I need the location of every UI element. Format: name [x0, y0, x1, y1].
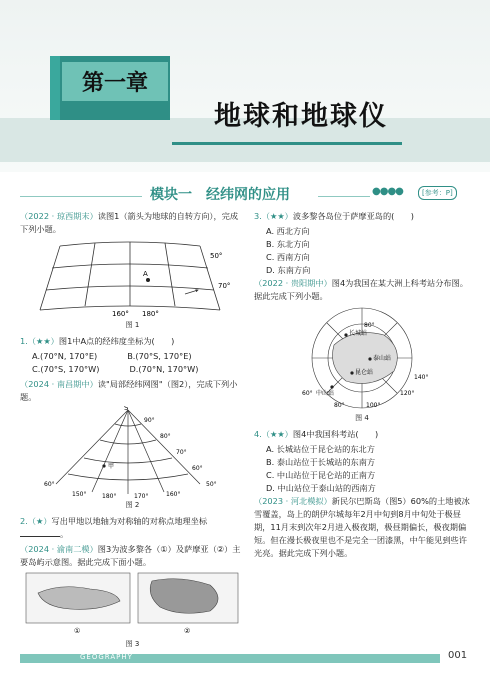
intro-3 [20, 543, 245, 569]
lon-label: 60° [302, 390, 313, 397]
question-tail: 。 [60, 529, 69, 539]
title-underline [172, 142, 402, 145]
question-number: 4.（★★） [254, 429, 293, 439]
source-tag: （2024 · 南昌期中） [20, 379, 98, 389]
map-2-label: ② [184, 627, 191, 635]
lon-label: 140° [414, 374, 429, 381]
intro-text: 新民尔巴斯岛（图5）60%的土地被冰雪覆盖，岛上的朗伊尔城每年2月中旬到8月中旬处于极昼期，11月末到次年2月进入极夜期，极昼期偏长，极夜期偏短。但在漫长极夜里也不是完全一团漆黑，中午能见到些许光亮。据此完成下列小题。 [254, 496, 470, 558]
question-3 [254, 210, 470, 223]
question-text: 波多黎各岛位于萨摩亚岛的( ) [292, 211, 414, 221]
footer-label: GEOGRAPHY [80, 653, 133, 661]
source-tag: （2022 · 贵阳期中） [254, 278, 332, 288]
answer-blank[interactable] [20, 536, 60, 537]
intro-4 [254, 277, 470, 303]
option-a[interactable]: A. 长城站位于昆仑站的东北方 [266, 444, 375, 454]
pole-s-label: S [124, 406, 129, 412]
lat-label: 50° [206, 481, 217, 488]
option-b[interactable]: B. 东北方向 [266, 239, 310, 249]
lon-180-label: 180° [142, 310, 159, 318]
intro-text: 读"局部经纬网图"（图2），完成下列小题。 [20, 379, 238, 402]
figure-3-maps [20, 571, 245, 637]
option-d[interactable]: D. 中山站位于泰山站的西南方 [266, 483, 376, 493]
lat-label: 80° [160, 433, 171, 440]
lon-label: 180° [102, 493, 117, 498]
source-tag: （2024 · 渝南二模） [20, 544, 98, 554]
lat-50-label: 50° [210, 252, 223, 260]
lat-label: 80° [364, 322, 375, 329]
question-4 [254, 428, 470, 441]
intro-text: 图3为波多黎各（①）及萨摩亚（②）主要岛屿示意图。据此完成下面小题。 [20, 544, 241, 567]
figure-4-polar-map [254, 305, 470, 411]
map-1-label: ① [74, 627, 81, 635]
station-1-label: 长城站 [349, 330, 368, 337]
figure-4-caption: 图 4 [355, 414, 369, 422]
module-title: 模块一 经纬网的应用 [150, 187, 290, 203]
question-1 [20, 335, 245, 348]
lon-label: 100° [366, 402, 381, 409]
option-c[interactable]: C.(70°S, 170°W) [32, 364, 100, 374]
intro-1 [20, 210, 245, 236]
station-3-label: 昆仑站 [355, 369, 374, 376]
option-b[interactable]: B. 泰山站位于长城站的东南方 [266, 457, 376, 467]
lon-label: 80° [334, 402, 345, 409]
chapter-label: 第一章 [62, 62, 168, 101]
module-dots-icon: ●●●● [372, 186, 403, 197]
point-jia-label: 甲 [108, 463, 115, 470]
module-rule-left [20, 196, 142, 197]
lon-label: 150° [72, 491, 87, 498]
intro-text: 图4为我国在某大洲上科考站分布图。据此完成下列小题。 [254, 278, 468, 301]
point-a-label: A [143, 270, 148, 278]
question-number: 1.（★★） [20, 336, 59, 346]
intro-5 [254, 495, 470, 560]
left-column [20, 210, 245, 654]
lat-label: 70° [176, 449, 187, 456]
lon-label: 170° [134, 493, 149, 498]
lat-label: 60° [192, 465, 203, 472]
intro-2 [20, 378, 245, 404]
lon-label: 60° [44, 481, 55, 488]
option-a[interactable]: A. 西北方向 [266, 226, 310, 236]
option-c[interactable]: C. 西南方向 [266, 252, 310, 262]
source-tag: （2023 · 河北模拟） [254, 496, 332, 506]
question-2 [20, 515, 245, 541]
lon-label: 160° [166, 491, 181, 498]
option-c[interactable]: C. 中山站位于昆仑站的正南方 [266, 470, 376, 480]
figure-2-graticule [20, 406, 245, 498]
station-4-label: 中山站 [316, 390, 335, 397]
lon-label: 120° [400, 390, 415, 397]
lat-70-label: 70° [218, 282, 231, 290]
figure-3-caption: 图 3 [125, 640, 140, 648]
question-number: 3.（★★） [254, 211, 293, 221]
page-number: 001 [448, 650, 468, 661]
module-badge[interactable]: [参考：P] [418, 186, 457, 200]
question-text: 图4中我国科考站( ) [292, 429, 379, 439]
station-2-label: 泰山站 [373, 355, 392, 362]
question-text: 图1中A点的经纬度坐标为( ) [58, 336, 175, 346]
lat-label: 90° [144, 417, 155, 424]
figure-1-graticule [20, 238, 245, 318]
figure-1-caption: 图 1 [125, 321, 140, 329]
lon-160-label: 160° [112, 310, 129, 318]
option-d[interactable]: D. 东南方向 [266, 265, 311, 275]
figure-2-caption: 图 2 [125, 501, 140, 509]
intro-text: 读图1（箭头为地球的自转方向），完成下列小题。 [20, 211, 239, 234]
question-text: 写出甲地以地轴为对称轴的对称点地理坐标 [51, 516, 208, 526]
option-d[interactable]: D.(70°N, 170°W) [129, 364, 199, 374]
chapter-title: 地球和地球仪 [214, 101, 388, 132]
right-column [254, 210, 470, 562]
question-number: 2.（★） [20, 516, 52, 526]
option-a[interactable]: A.(70°N, 170°E) [32, 351, 98, 361]
module-rule-right [318, 196, 370, 197]
option-b[interactable]: B.(70°S, 170°E) [127, 351, 192, 361]
source-tag: （2022 · 琼西期末） [20, 211, 98, 221]
